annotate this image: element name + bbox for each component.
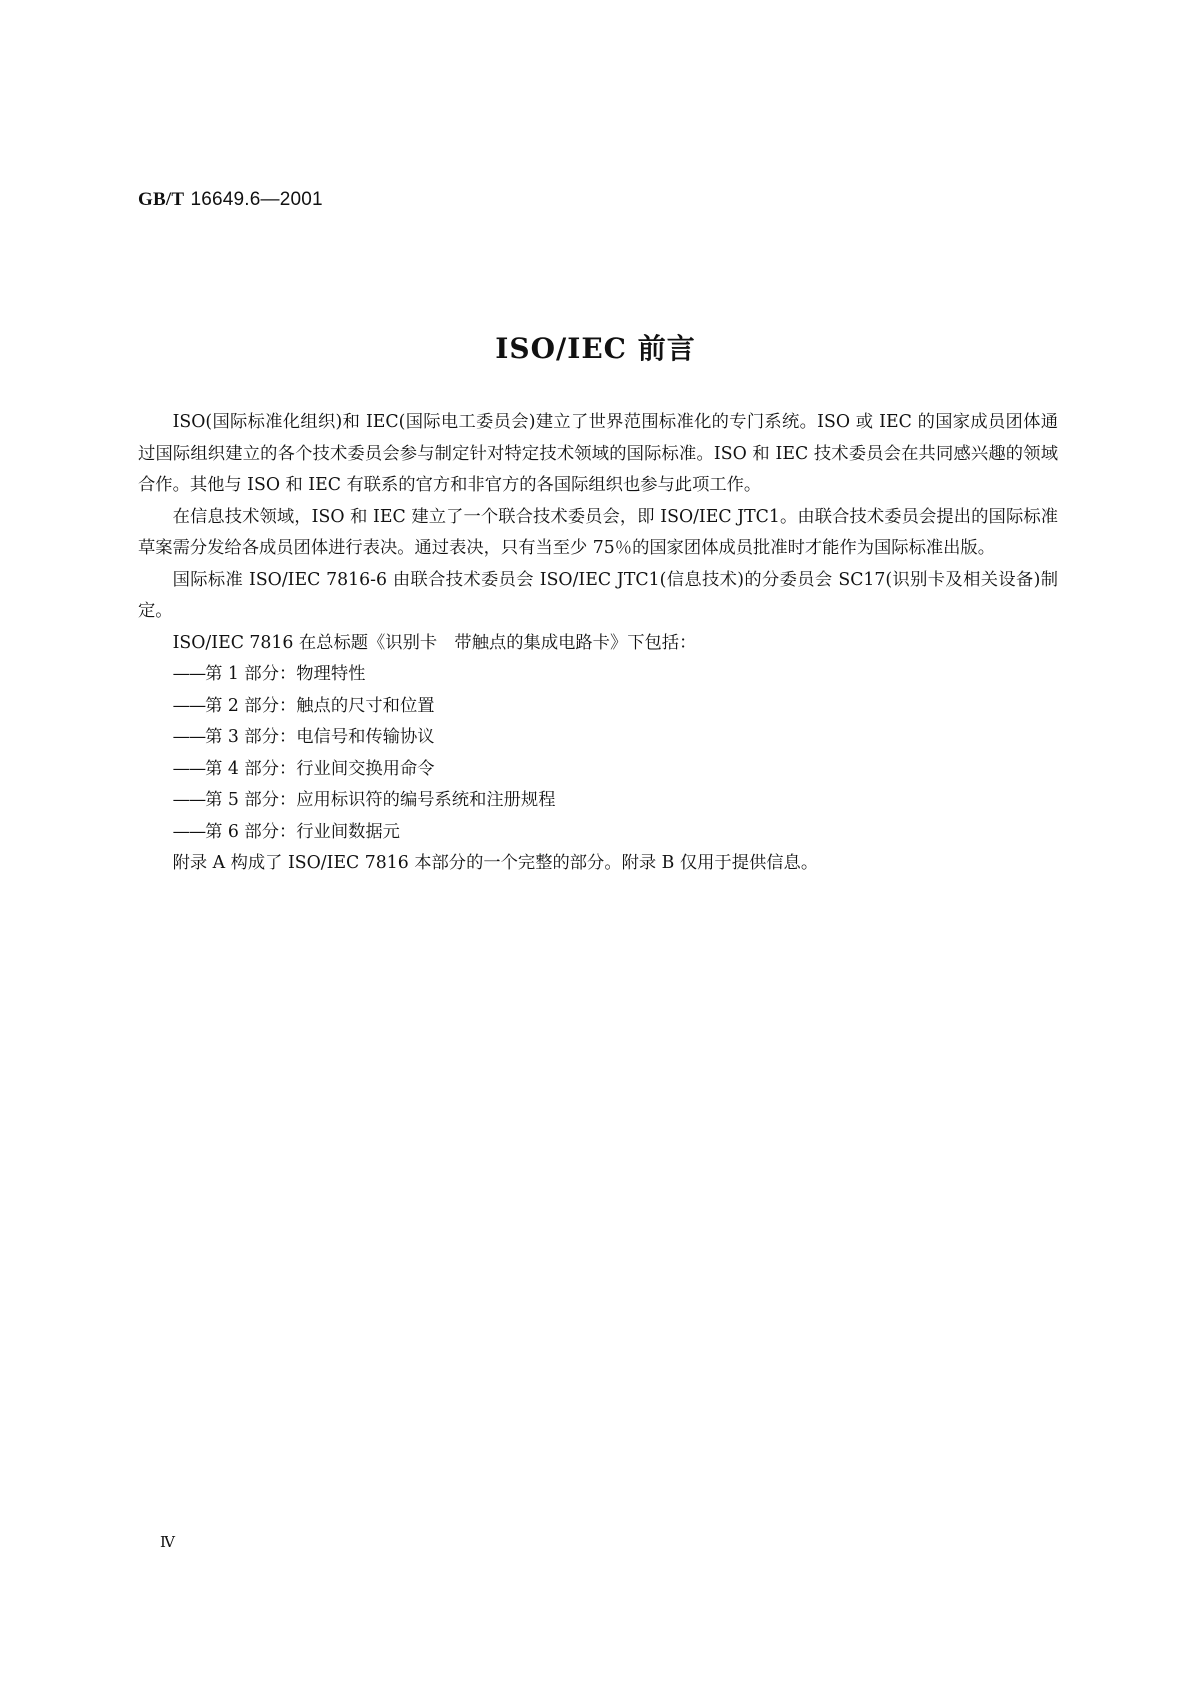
list-item <box>138 659 1058 691</box>
standard-number <box>138 188 323 211</box>
list-item-text: 第 6 部分：行业间数据元 <box>205 821 400 842</box>
paragraph-jtc1: 在信息技术领域，ISO 和 IEC 建立了一个联合技术委员会，即 ISO/IEC JTC1。由联合技术委员会提出的国际标准草案需分发给各成员团体进行表决。通过表决，只有当至少 75％的国家团体成员批准时才能作为国际标准出版。 <box>138 506 1058 558</box>
parts-list <box>138 659 1058 848</box>
paragraph-parts-intro: ISO/IEC 7816 在总标题《识别卡 带触点的集成电路卡》下包括： <box>172 632 697 653</box>
list-item <box>138 722 1058 754</box>
annex-note: 附录 A 构成了 ISO/IEC 7816 本部分的一个完整的部分。附录 B 仅用于提供信息。 <box>172 853 819 873</box>
list-item-text: 第 1 部分：物理特性 <box>205 664 366 684</box>
list-dash: —— <box>172 758 206 779</box>
list-item <box>138 785 1058 817</box>
list-dash: —— <box>172 821 206 842</box>
list-dash: —— <box>172 695 206 716</box>
page-title: ISO/IEC 前言 <box>495 332 696 365</box>
list-item-text: 第 2 部分：触点的尺寸和位置 <box>205 695 435 716</box>
list-item-text: 第 4 部分：行业间交换用命令 <box>205 758 435 779</box>
list-item-text: 第 3 部分：电信号和传输协议 <box>205 727 435 747</box>
list-dash: —— <box>172 790 206 810</box>
list-item <box>138 817 1058 849</box>
paragraph-sc17: 国际标准 ISO/IEC 7816-6 由联合技术委员会 ISO/IEC JTC1(信息技术)的分委员会 SC17(识别卡及相关设备)制定。 <box>138 569 1058 621</box>
paragraph-iso-iec-intro: ISO(国际标准化组织)和 IEC(国际电工委员会)建立了世界范围标准化的专门系统。ISO 或 IEC 的国家成员团体通过国际组织建立的各个技术委员会参与制定针对特定技术领域的国际标准。ISO 和 IEC 技术委员会在共同感兴趣的领域合作。其他与 ISO 和 IEC 有联系的官方和非官方的各国际组织也参与此项工作。 <box>138 412 1058 495</box>
page-number: Ⅳ <box>160 1533 175 1551</box>
standard-prefix: GB/T <box>138 189 185 210</box>
list-item <box>138 754 1058 786</box>
standard-code: 16649.6—2001 <box>190 189 323 210</box>
list-item-text: 第 5 部分：应用标识符的编号系统和注册规程 <box>205 790 556 810</box>
list-item <box>138 691 1058 723</box>
list-dash: —— <box>172 664 206 684</box>
list-dash: —— <box>172 727 206 747</box>
body-text <box>138 407 1058 880</box>
